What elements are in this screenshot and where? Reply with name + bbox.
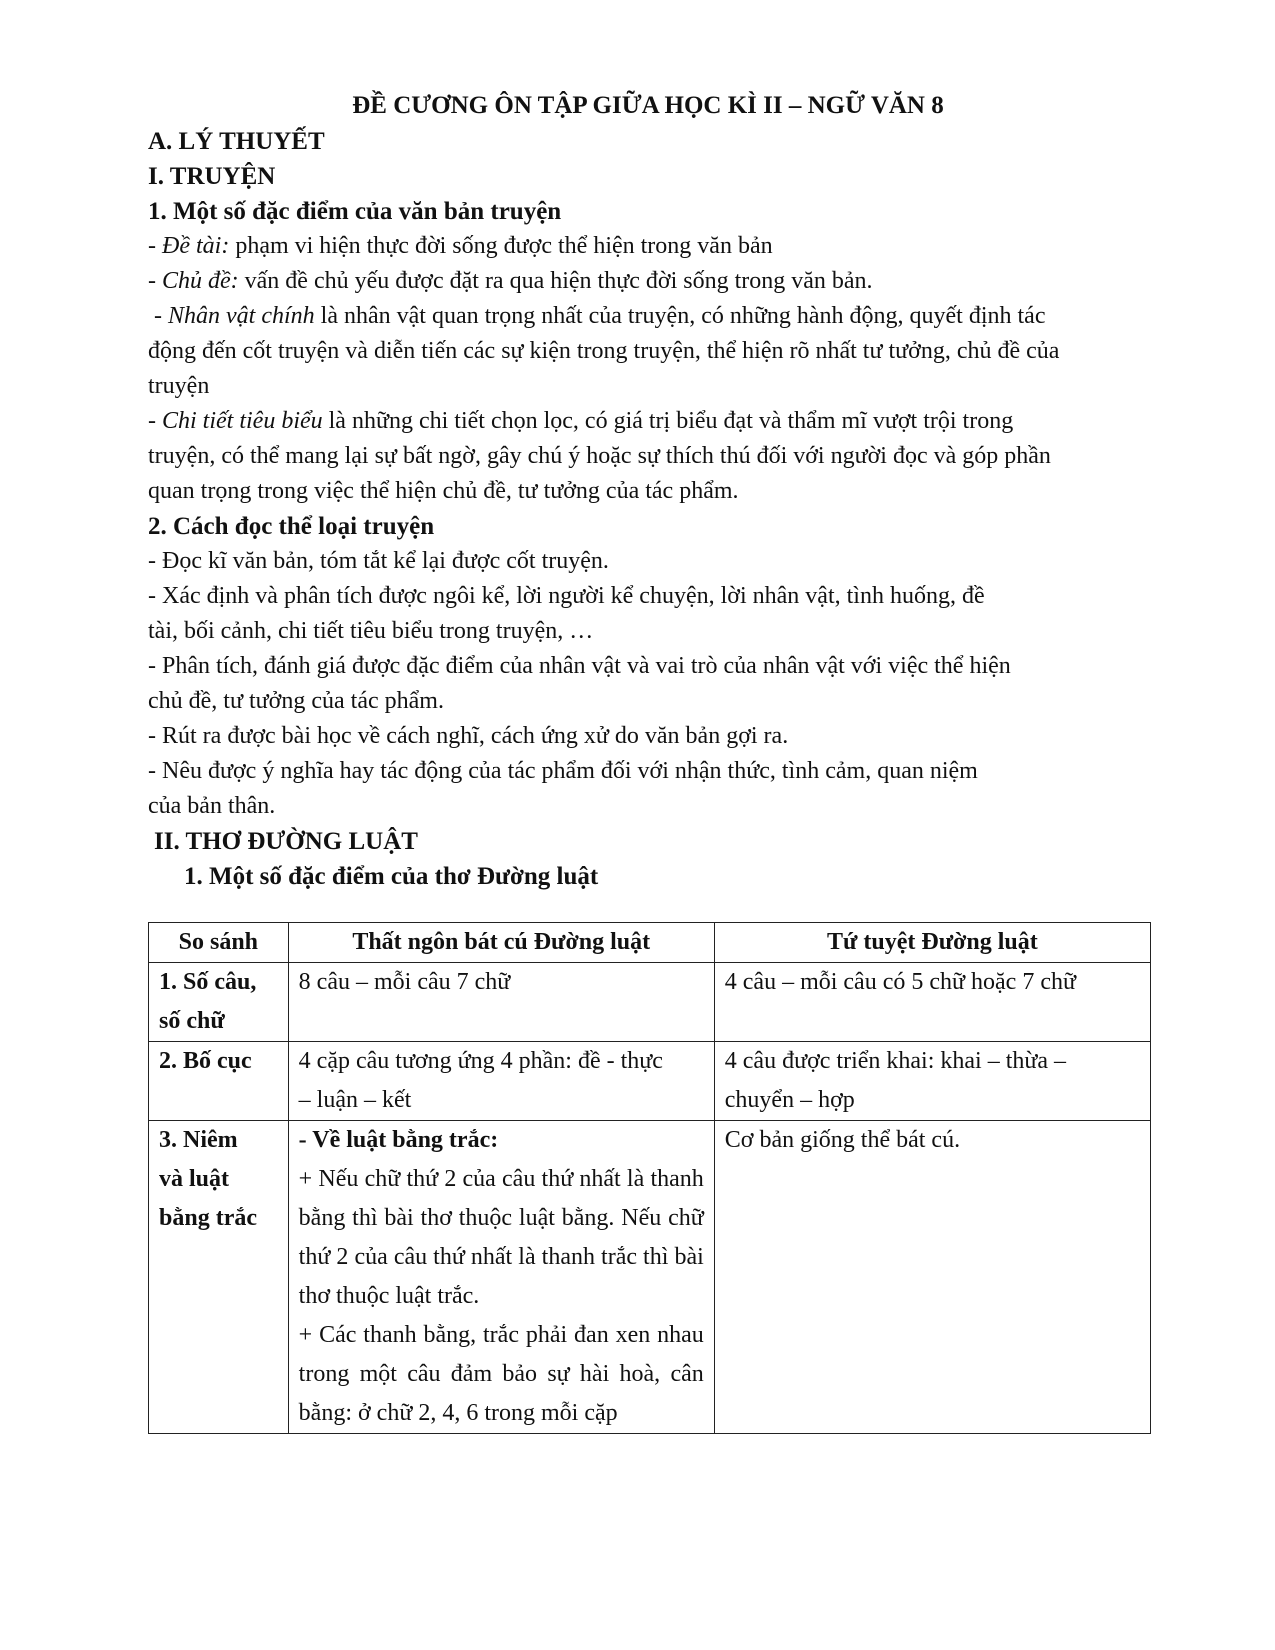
table-header-cell: Tứ tuyệt Đường luật: [714, 923, 1150, 963]
feature-term: Chi tiết tiêu biểu: [162, 408, 323, 434]
reading-line: - Phân tích, đánh giá được đặc điểm của nhân vật và vai trò của nhân vật với việc thể hiện: [148, 653, 1011, 679]
feature-item: - Đề tài: phạm vi hiện thực đời sống được thể hiện trong văn bản: [148, 233, 773, 259]
cell-line: 4 cặp câu tương ứng 4 phần: đề - thực: [298, 1048, 663, 1074]
feature-item: - Chủ đề: vấn đề chủ yếu được đặt ra qua hiện thực đời sống trong văn bản.: [148, 268, 873, 294]
cell-line: – luận – kết: [298, 1087, 412, 1113]
row-label-line: số chữ: [159, 1008, 225, 1034]
section-2-heading: II. THƠ ĐƯỜNG LUẬT: [154, 828, 418, 855]
table-header-row: [149, 923, 1151, 963]
feature-term: Nhân vật chính: [168, 303, 315, 329]
reading-line: chủ đề, tư tưởng của tác phẩm.: [148, 688, 444, 714]
row-label-line: và luật: [159, 1166, 230, 1192]
table-cell: 8 câu – mỗi câu 7 chữ: [288, 963, 714, 1042]
reading-line: - Xác định và phân tích được ngôi kể, lời người kể chuyện, lời nhân vật, tình huống, đề: [148, 583, 985, 609]
reading-line: - Đọc kĩ văn bản, tóm tắt kể lại được cốt truyện.: [148, 548, 609, 574]
subsection-2-heading: 2. Cách đọc thể loại truyện: [148, 513, 435, 540]
table-row: [149, 963, 1151, 1042]
reading-line: - Nêu được ý nghĩa hay tác động của tác phẩm đối với nhận thức, tình cảm, quan niệm: [148, 758, 978, 784]
row-label-line: bằng trắc: [159, 1205, 257, 1231]
part-a-heading: A. LÝ THUYẾT: [148, 128, 325, 155]
feature-item: - Nhân vật chính là nhân vật quan trọng nhất của truyện, có những hành động, quyết định tác động đến cốt truyện và diễn tiến các sự kiện trong truyện, thể hiện rõ nhất tư tưởng, chủ đề của truyện: [148, 303, 1060, 399]
row-label-cell: [149, 1121, 289, 1434]
subsection-3-heading: 1. Một số đặc điểm của thơ Đường luật: [184, 863, 599, 890]
table-row: [149, 1121, 1151, 1434]
subsection-1-heading: 1. Một số đặc điểm của văn bản truyện: [148, 198, 562, 225]
row-label-cell: 2. Bố cục: [149, 1042, 289, 1121]
cell-paragraph: + Nếu chữ thứ 2 của câu thứ nhất là thanh bằng thì bài thơ thuộc luật bằng. Nếu chữ thứ 2 của câu thứ nhất là thanh trắc thì bài thơ thuộc luật trắc.: [298, 1166, 704, 1309]
table-header-cell: So sánh: [149, 923, 289, 963]
feature-text: là nhân vật quan trọng nhất của truyện, có những hành động, quyết định tác động đến cốt truyện và diễn tiến các sự kiện trong truyện, thể hiện rõ nhất tư tưởng, chủ đề của truyện: [148, 303, 1060, 399]
row-label-cell: [149, 963, 289, 1042]
feature-text: vấn đề chủ yếu được đặt ra qua hiện thực đời sống trong văn bản.: [238, 268, 873, 294]
reading-line: tài, bối cảnh, chi tiết tiêu biểu trong truyện, …: [148, 618, 594, 644]
cell-paragraph: + Các thanh bằng, trắc phải đan xen nhau trong một câu đảm bảo sự hài hoà, cân bằng: ở chữ 2, 4, 6 trong mỗi cặp: [298, 1322, 704, 1426]
feature-term: Đề tài:: [162, 233, 230, 259]
feature-text: là những chi tiết chọn lọc, có giá trị biểu đạt và thẩm mĩ vượt trội trong truyện, có thể mang lại sự bất ngờ, gây chú ý hoặc sự thích thú đối với người đọc và góp phần quan trọng trong việc thể hiện chủ đề, tư tưởng của tác phẩm.: [148, 408, 1051, 504]
reading-line: - Rút ra được bài học về cách nghĩ, cách ứng xử do văn bản gợi ra.: [148, 723, 789, 749]
table-cell: [288, 1042, 714, 1121]
table-cell: [714, 1042, 1150, 1121]
table-cell: 4 câu – mỗi câu có 5 chữ hoặc 7 chữ: [714, 963, 1150, 1042]
document-page: [148, 88, 1148, 894]
section-1-heading: I. TRUYỆN: [148, 163, 276, 190]
table-row: [149, 1042, 1151, 1121]
reading-line: của bản thân.: [148, 793, 276, 819]
table-cell: [288, 1121, 714, 1434]
row-label-line: 1. Số câu,: [159, 969, 257, 995]
table-header-cell: Thất ngôn bát cú Đường luật: [288, 923, 714, 963]
comparison-table: [148, 922, 1151, 1434]
cell-line: 4 câu được triển khai: khai – thừa –: [724, 1048, 1067, 1074]
feature-text: phạm vi hiện thực đời sống được thể hiện trong văn bản: [229, 233, 773, 259]
row-label-line: 3. Niêm: [159, 1127, 238, 1153]
cell-subheading: - Về luật bằng trắc:: [298, 1127, 499, 1153]
feature-item: - Chi tiết tiêu biểu là những chi tiết chọn lọc, có giá trị biểu đạt và thẩm mĩ vượt trội trong truyện, có thể mang lại sự bất ngờ, gây chú ý hoặc sự thích thú đối với người đọc và góp phần quan trọng trong việc thể hiện chủ đề, tư tưởng của tác phẩm.: [148, 408, 1051, 504]
cell-line: chuyển – hợp: [724, 1087, 855, 1113]
feature-term: Chủ đề:: [162, 268, 239, 294]
document-title: ĐỀ CƯƠNG ÔN TẬP GIỮA HỌC KÌ II – NGỮ VĂN 8: [352, 92, 944, 119]
table-cell: Cơ bản giống thể bát cú.: [714, 1121, 1150, 1434]
